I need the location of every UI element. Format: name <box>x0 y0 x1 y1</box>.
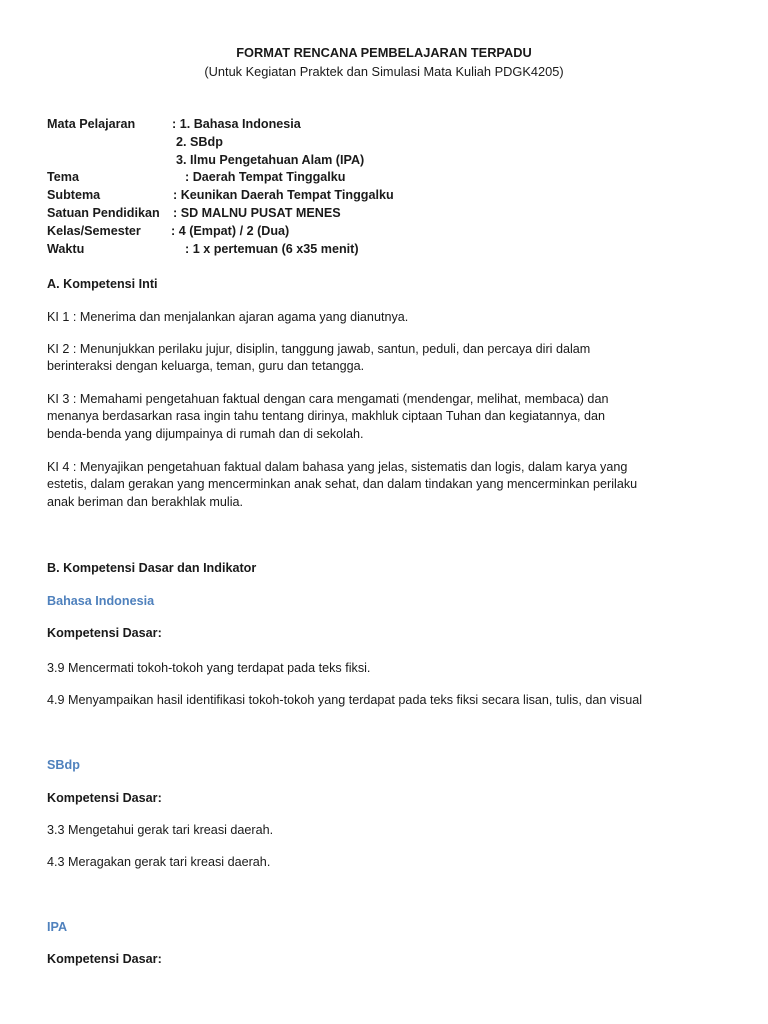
ki-line: menanya berdasarkan rasa ingin tahu tentang dirinya, makhluk ciptaan Tuhan dan kegiatannya, dan <box>47 409 605 424</box>
ki-line: berinteraksi dengan keluarga, teman, guru dan tetangga. <box>47 359 365 374</box>
ki-2 <box>47 341 737 376</box>
ki-line: anak beriman dan berakhlak mulia. <box>47 494 244 509</box>
kd-label: Kompetensi Dasar: <box>47 952 162 966</box>
document-title: FORMAT RENCANA PEMBELAJARAN TERPADU <box>236 45 532 60</box>
ki-line: KI 2 : Menunjukkan perilaku jujur, disiplin, tanggung jawab, santun, peduli, dan percaya diri dalam <box>47 342 591 356</box>
ki-line: KI 3 : Memahami pengetahuan faktual dengan cara mengamati (mendengar, melihat, membaca) dan <box>47 392 609 406</box>
ki-line: estetis, dalam gerakan yang mencerminkan anak sehat, dan dalam tindakan yang mencerminkan perilaku <box>47 477 638 492</box>
meta-label: Subtema <box>47 188 101 203</box>
kd-item: 3.3 Mengetahui gerak tari kreasi daerah. <box>47 823 274 837</box>
subject-heading-ipa: IPA <box>47 920 68 934</box>
meta-label: Satuan Pendidikan <box>47 205 160 220</box>
ki-1 <box>47 309 737 326</box>
kd-label: Kompetensi Dasar: <box>47 626 162 640</box>
ki-3 <box>47 391 737 443</box>
meta-label: Tema <box>47 170 79 185</box>
section-b-heading: B. Kompetensi Dasar dan Indikator <box>47 561 257 575</box>
meta-value: : 1. Bahasa Indonesia <box>172 117 301 131</box>
ki-line: KI 1 : Menerima dan menjalankan ajaran agama yang dianutnya. <box>47 310 409 324</box>
meta-value: 3. Ilmu Pengetahuan Alam (IPA) <box>176 152 365 167</box>
meta-label: Mata Pelajaran <box>47 117 136 131</box>
ki-line: benda-benda yang dijumpainya di rumah dan di sekolah. <box>47 426 364 441</box>
meta-value: : 1 x pertemuan (6 x35 menit) <box>185 241 359 256</box>
meta-label: Kelas/Semester <box>47 223 141 238</box>
subject-heading-sbdp: SBdp <box>47 758 80 772</box>
kd-item: 4.3 Meragakan gerak tari kreasi daerah. <box>47 855 271 869</box>
kd-item: 4.9 Menyampaikan hasil identifikasi tokoh-tokoh yang terdapat pada teks fiksi secara lisan, tulis, dan visual <box>47 693 643 707</box>
ki-line: KI 4 : Menyajikan pengetahuan faktual dalam bahasa yang jelas, sistematis dan logis, dalam karya yang <box>47 460 628 474</box>
meta-value: : Daerah Tempat Tinggalku <box>185 170 346 185</box>
subject-heading-bahasa-indonesia: Bahasa Indonesia <box>47 594 155 608</box>
kd-label: Kompetensi Dasar: <box>47 791 162 805</box>
meta-value: 2. SBdp <box>176 134 223 149</box>
document-subtitle: (Untuk Kegiatan Praktek dan Simulasi Mata Kuliah PDGK4205) <box>204 64 564 79</box>
meta-value: : SD MALNU PUSAT MENES <box>173 205 341 220</box>
meta-value: : Keunikan Daerah Tempat Tinggalku <box>173 188 394 203</box>
meta-label: Waktu <box>47 241 85 256</box>
meta-value: : 4 (Empat) / 2 (Dua) <box>171 223 290 238</box>
section-a-heading: A. Kompetensi Inti <box>47 277 158 291</box>
kd-item: 3.9 Mencermati tokoh-tokoh yang terdapat pada teks fiksi. <box>47 661 371 675</box>
ki-4 <box>47 459 737 511</box>
